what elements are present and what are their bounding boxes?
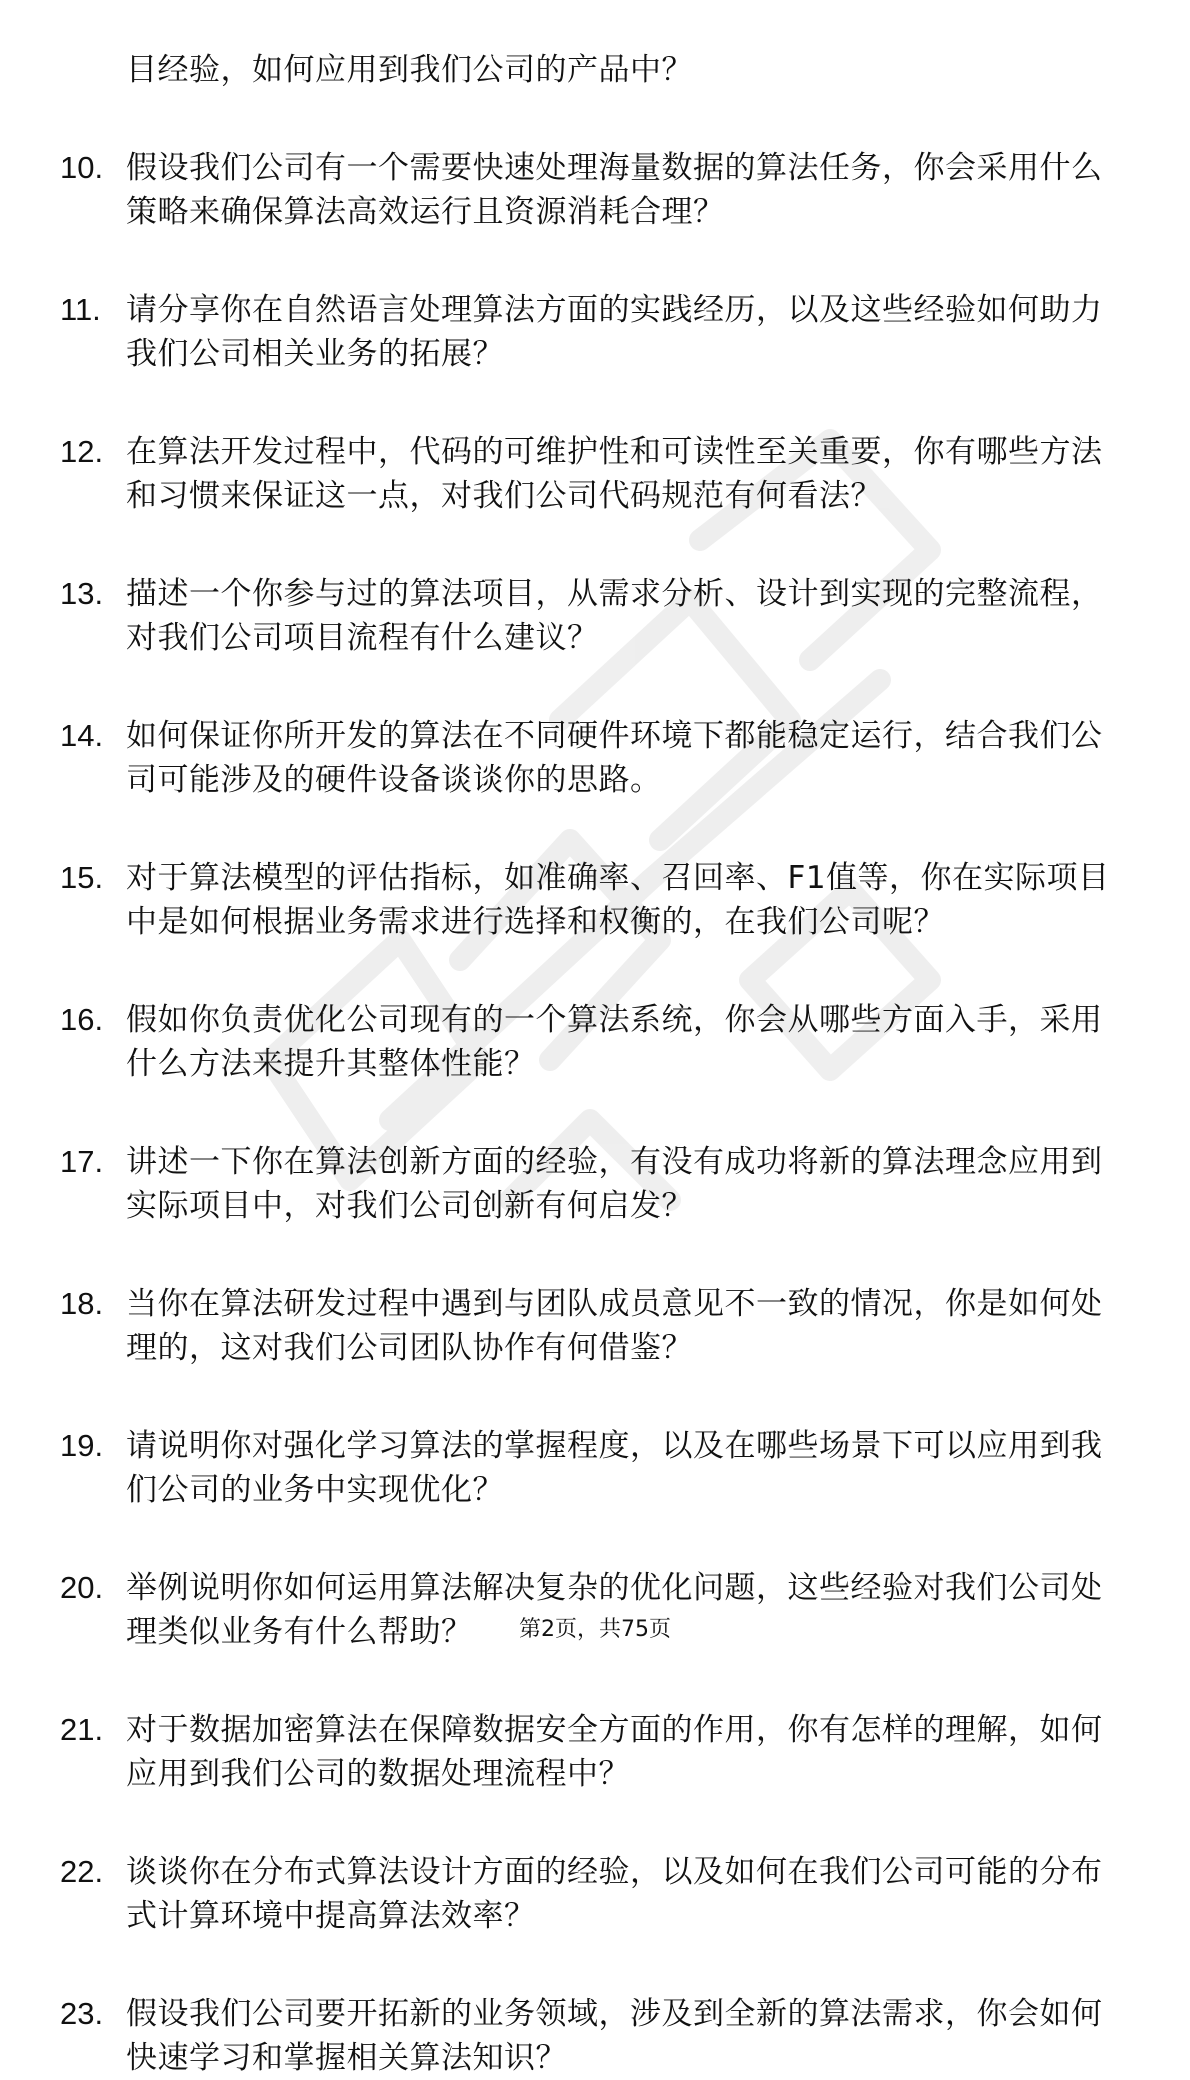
- question-text: 谈谈你在分布式算法设计方面的经验，以及如何在我们公司可能的分布式计算环境中提高算法效率？: [126, 1854, 1103, 1934]
- list-item: [60, 288, 1130, 376]
- question-text: 在算法开发过程中，代码的可维护性和可读性至关重要，你有哪些方法和习惯来保证这一点，对我们公司代码规范有何看法？: [126, 434, 1103, 514]
- question-list: [60, 146, 1130, 2080]
- question-number: 17.: [60, 1144, 104, 1179]
- question-text: 假设我们公司有一个需要快速处理海量数据的算法任务，你会采用什么策略来确保算法高效运行且资源消耗合理？: [126, 150, 1103, 230]
- question-number: 18.: [60, 1286, 104, 1321]
- list-item: [60, 430, 1130, 518]
- list-item: [60, 998, 1130, 1086]
- page-number-label: 第2页，共75页: [519, 1617, 671, 1642]
- list-item: [60, 146, 1130, 234]
- question-number: 13.: [60, 576, 104, 611]
- list-item: [60, 714, 1130, 802]
- list-item: [60, 1992, 1130, 2080]
- list-item: [60, 1708, 1130, 1796]
- list-item: [60, 1282, 1130, 1370]
- question-number: 14.: [60, 718, 104, 753]
- question-text: 描述一个你参与过的算法项目，从需求分析、设计到实现的完整流程，对我们公司项目流程有什么建议？: [126, 576, 1103, 656]
- question-number: 15.: [60, 860, 104, 895]
- continuation-text: 目经验，如何应用到我们公司的产品中？: [126, 52, 693, 88]
- question-text: 假设我们公司要开拓新的业务领域，涉及到全新的算法需求，你会如何快速学习和掌握相关算法知识？: [126, 1996, 1103, 2076]
- question-number: 16.: [60, 1002, 104, 1037]
- question-text: 请分享你在自然语言处理算法方面的实践经历，以及这些经验如何助力我们公司相关业务的拓展？: [126, 292, 1103, 372]
- question-text: 举例说明你如何运用算法解决复杂的优化问题，这些经验对我们公司处理类似业务有什么帮助？: [126, 1570, 1103, 1650]
- question-text: 当你在算法研发过程中遇到与团队成员意见不一致的情况，你是如何处理的，这对我们公司团队协作有何借鉴？: [126, 1286, 1103, 1366]
- question-content: [60, 48, 1130, 2080]
- question-text: 讲述一下你在算法创新方面的经验，有没有成功将新的算法理念应用到实际项目中，对我们公司创新有何启发？: [126, 1144, 1103, 1224]
- question-text: 如何保证你所开发的算法在不同硬件环境下都能稳定运行，结合我们公司可能涉及的硬件设备谈谈你的思路。: [126, 718, 1103, 798]
- question-number: 21.: [60, 1712, 104, 1747]
- question-number: 10.: [60, 150, 104, 185]
- question-text: 请说明你对强化学习算法的掌握程度，以及在哪些场景下可以应用到我们公司的业务中实现优化？: [126, 1428, 1103, 1508]
- question-number: 22.: [60, 1854, 104, 1889]
- list-item: [60, 572, 1130, 660]
- question-text: 对于算法模型的评估指标，如准确率、召回率、F1值等，你在实际项目中是如何根据业务需求进行选择和权衡的，在我们公司呢？: [126, 860, 1110, 940]
- list-item: [60, 856, 1130, 944]
- list-item: [60, 1850, 1130, 1938]
- question-number: 23.: [60, 1996, 104, 2031]
- question-number: 11.: [60, 292, 101, 327]
- list-item: [60, 1140, 1130, 1228]
- question-number: 19.: [60, 1428, 104, 1463]
- question-number: 12.: [60, 434, 104, 469]
- question-text: 对于数据加密算法在保障数据安全方面的作用，你有怎样的理解，如何应用到我们公司的数据处理流程中？: [126, 1712, 1103, 1792]
- question-text: 假如你负责优化公司现有的一个算法系统，你会从哪些方面入手，采用什么方法来提升其整体性能？: [126, 1002, 1103, 1082]
- page-footer: [0, 1615, 1190, 1645]
- list-item: [60, 1424, 1130, 1512]
- question-number: 20.: [60, 1570, 104, 1605]
